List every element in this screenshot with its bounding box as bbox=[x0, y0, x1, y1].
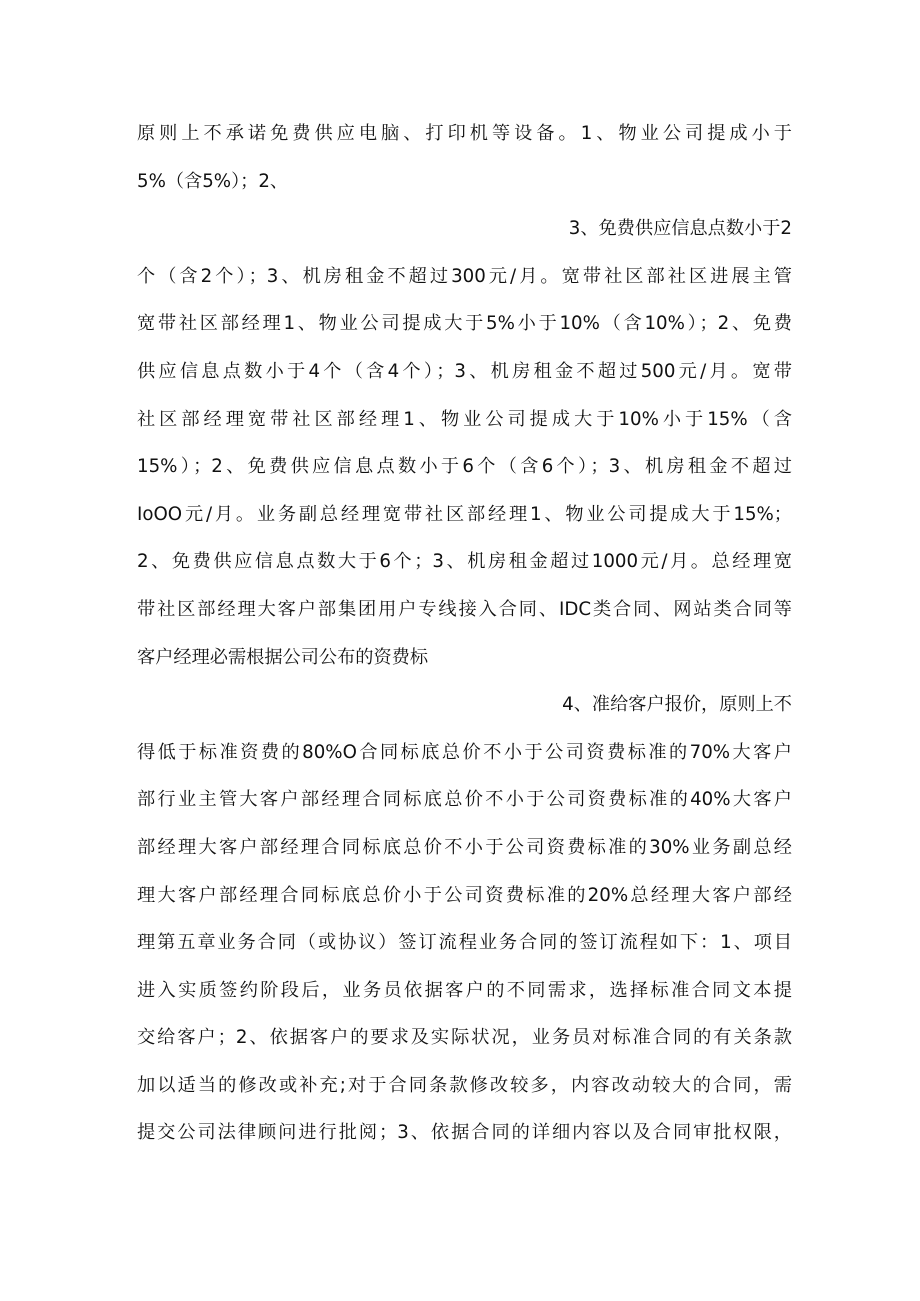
text-line-2: 5%（含5%）；2、 bbox=[137, 170, 289, 192]
text-line-9: IoOO元/月。业务副总经理宽带社区部经理1、物业公司提成大于15%； bbox=[137, 503, 792, 525]
text-line-22: 提交公司法律顾问进行批阅；3、依据合同的详细内容以及合同审批权限， bbox=[137, 1122, 792, 1144]
text-line-4: 个（含2个）；3、机房租金不超过300元/月。宽带社区部社区进展主管 bbox=[137, 265, 792, 287]
text-line-7: 社区部经理宽带社区部经理1、物业公司提成大于10%小于15%（含 bbox=[137, 408, 792, 430]
text-line-8: 15%）；2、免费供应信息点数小于6个（含6个）；3、机房租金不超过 bbox=[137, 456, 792, 478]
text-line-6: 供应信息点数小于4个（含4个）；3、机房租金不超过500元/月。宽带 bbox=[137, 360, 792, 382]
text-line-17: 理大客户部经理合同标底总价小于公司资费标准的20%总经理大客户部经 bbox=[137, 884, 792, 906]
text-line-19: 进入实质签约阶段后，业务员依据客户的不同需求，选择标准合同文本提 bbox=[137, 979, 792, 1001]
text-line-12: 客户经理必需根据公司公布的资费标 bbox=[137, 646, 429, 668]
text-line-11: 带社区部经理大客户部集团用户专线接入合同、IDC类合同、网站类合同等 bbox=[137, 598, 792, 620]
text-line-10: 2、免费供应信息点数大于6个；3、机房租金超过1000元/月。总经理宽 bbox=[137, 551, 792, 573]
text-line-21: 加以适当的修改或补充;对于合同条款修改较多，内容改动较大的合同，需 bbox=[137, 1074, 792, 1096]
text-line-18: 理第五章业务合同（或协议）签订流程业务合同的签订流程如下：1、项目 bbox=[137, 932, 792, 954]
text-line-14: 得低于标准资费的80%O合同标底总价不小于公司资费标准的70%大客户 bbox=[137, 741, 792, 763]
text-line-5: 宽带社区部经理1、物业公司提成大于5%小于10%（含10%）；2、免费 bbox=[137, 313, 792, 335]
text-line-15: 部行业主管大客户部经理合同标底总价不小于公司资费标准的40%大客户 bbox=[137, 789, 792, 811]
document-body bbox=[137, 110, 792, 1157]
text-line-1: 原则上不承诺免费供应电脑、打印机等设备。1、物业公司提成小于 bbox=[137, 123, 792, 144]
text-line-3: 3、免费供应信息点数小于2 bbox=[568, 218, 792, 240]
text-line-20: 交给客户；2、依据客户的要求及实际状况，业务员对标准合同的有关条款 bbox=[137, 1027, 792, 1049]
text-line-16: 部经理大客户部经理合同标底总价不小于公司资费标准的30%业务副总经 bbox=[137, 836, 792, 858]
text-line-13: 4、准给客户报价，原则上不 bbox=[562, 694, 792, 716]
